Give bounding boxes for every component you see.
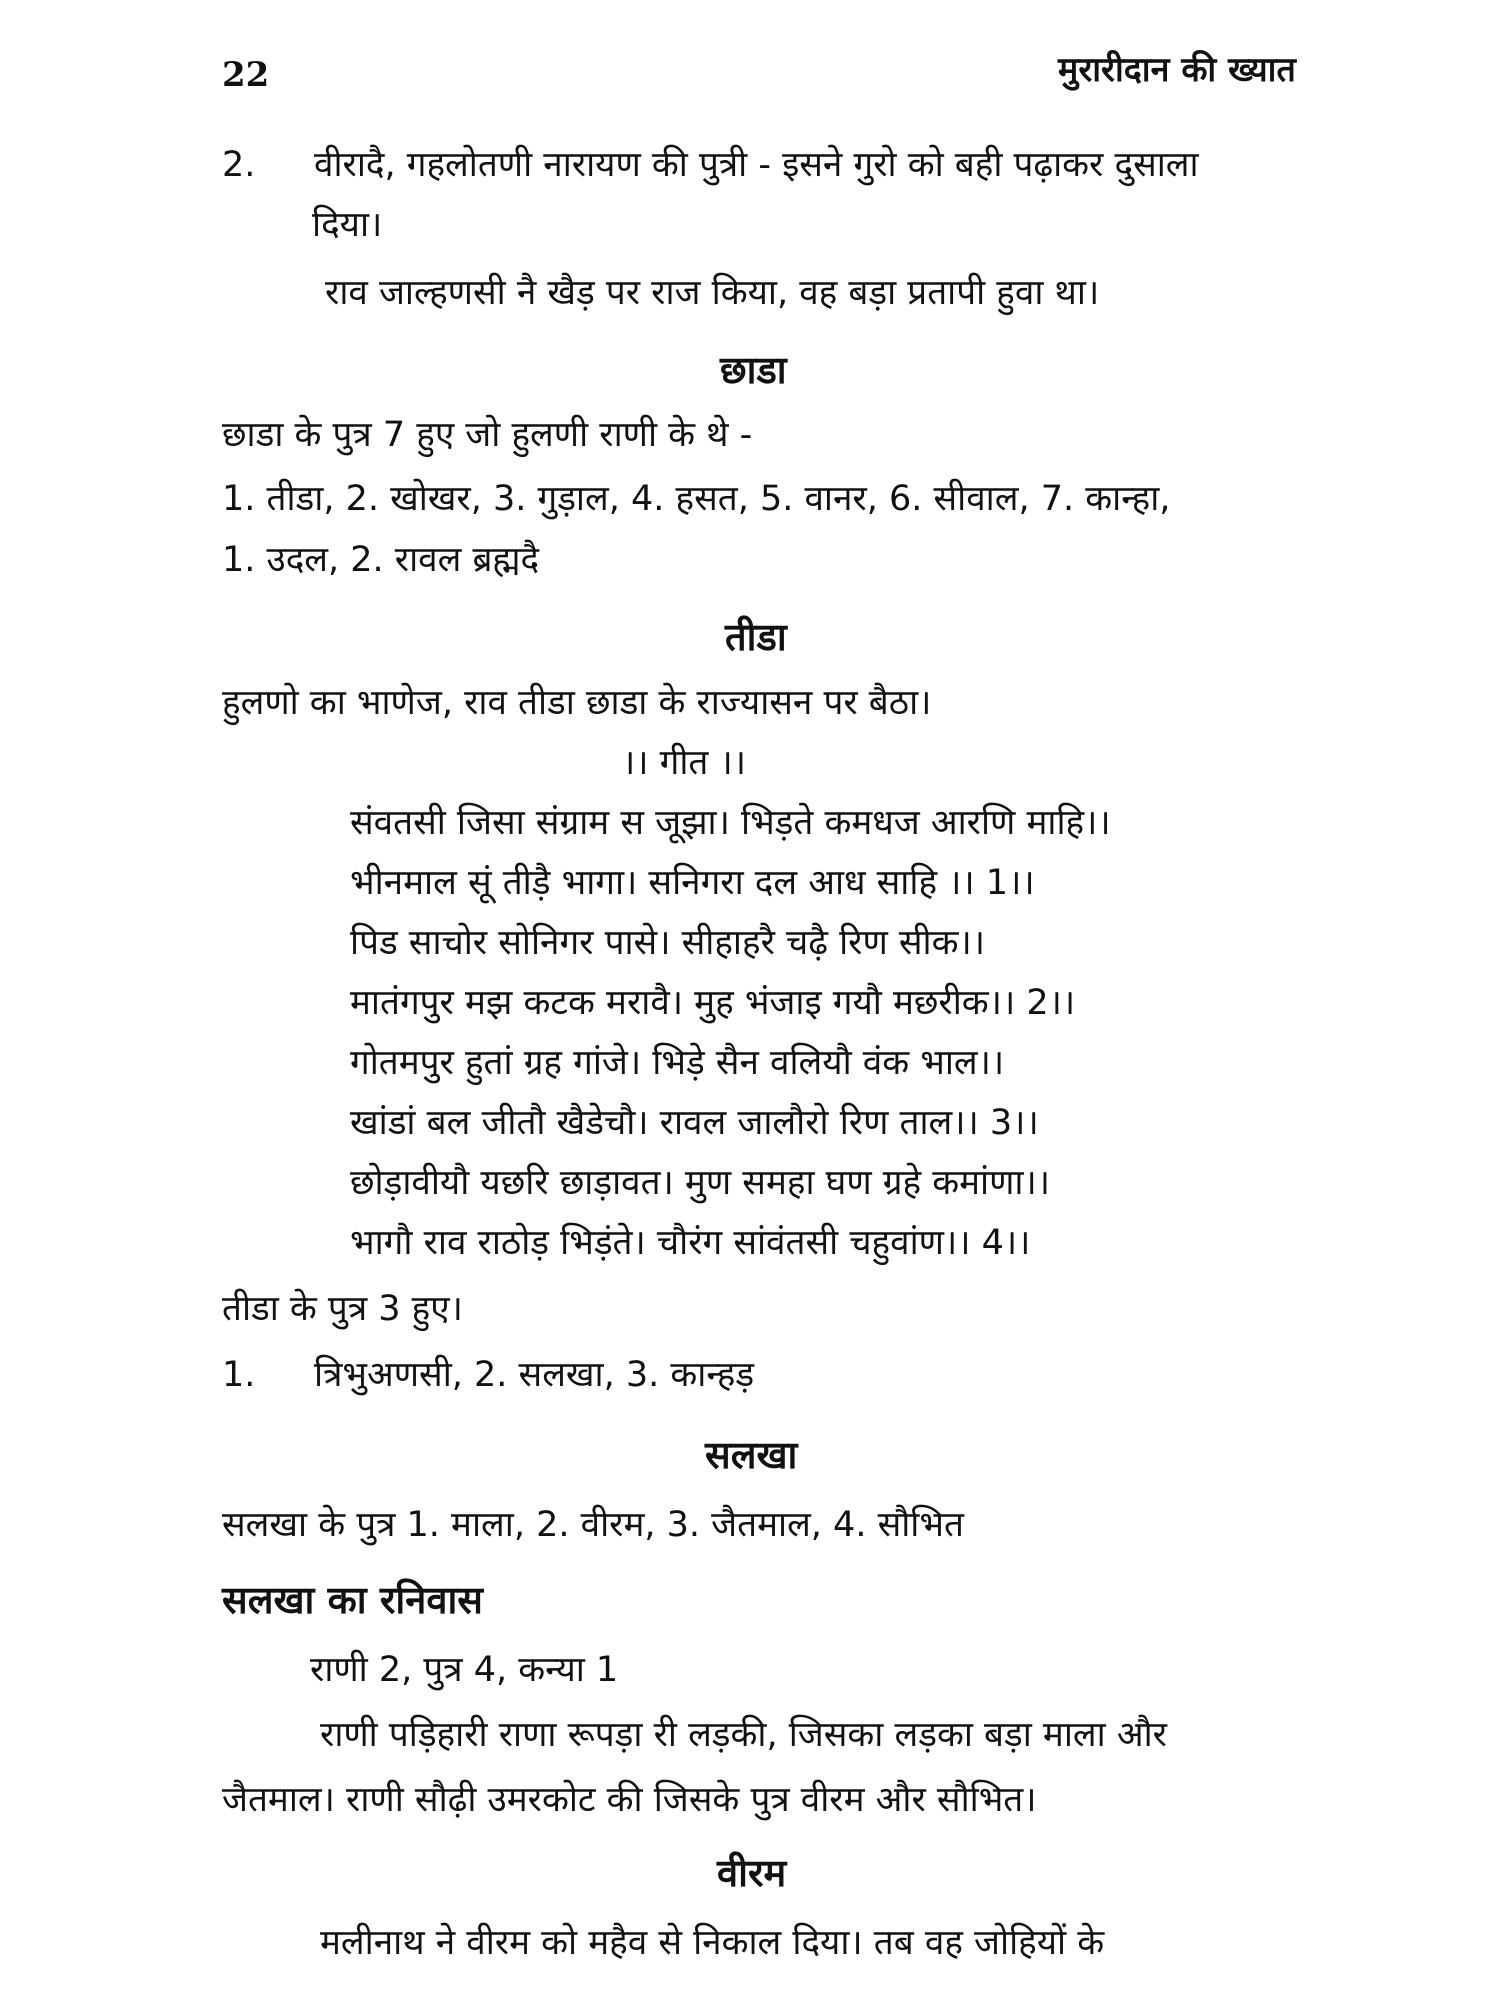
page-number: 22: [222, 55, 270, 95]
verse-line: भीनमाल सूं तीड़ै भागा। सनिगरा दल आध साहि ।। 1।।: [350, 863, 1035, 903]
verse-line: पिड साचोर सोनिगर पासे। सीहाहरै चढ़ै रिण सीक।।: [350, 923, 986, 963]
running-title: मुरारीदान की ख्यात: [1058, 50, 1296, 90]
list-item-text-continued: दिया।: [312, 205, 383, 245]
list-item-sons: [222, 1350, 754, 1400]
list-item-text: त्रिभुअणसी, 2. सलखा, 3. कान्हड़: [314, 1355, 755, 1395]
section-heading-tida: तीडा: [725, 615, 787, 659]
paragraph-line: सलखा के पुत्र 1. माला, 2. वीरम, 3. जैतमाल, 4. सौभित: [222, 1505, 964, 1545]
paragraph-line: तीडा के पुत्र 3 हुए।: [222, 1289, 463, 1329]
verse-line: छोड़ावीयौ यछरि छाड़ावत। मुण समहा घण ग्रहे कमांणा।।: [350, 1163, 1051, 1203]
list-number: 1.: [222, 1355, 256, 1395]
paragraph-line: छाडा के पुत्र 7 हुए जो हुलणी राणी के थे -: [222, 415, 753, 455]
list-number: 2.: [222, 145, 256, 185]
paragraph-line: मलीनाथ ने वीरम को महैव से निकाल दिया। तब वह जोहियों के: [320, 1923, 1105, 1963]
list-item-2: [222, 140, 1199, 190]
verse-line: गोतमपुर हुतां ग्रह गांजे। भिड़े सैन वलियौ वंक भाल।।: [350, 1043, 1005, 1083]
verse-line: भागौ राव राठोड़ भिड़ंते। चौरंग सांवंतसी चहुवांण।। 4।।: [350, 1223, 1031, 1263]
paragraph-line: जैतमाल। राणी सौढ़ी उमरकोट की जिसके पुत्र वीरम और सौभित।: [222, 1780, 1037, 1820]
section-heading-salkha: सलखा: [705, 1433, 798, 1477]
section-heading-chhada: छाडा: [720, 348, 787, 392]
verse-line: खांडां बल जीतौ खैडेचौ। रावल जालौरो रिण ताल।। 3।।: [350, 1103, 1039, 1143]
paragraph-line: हुलणो का भाणेज, राव तीडा छाडा के राज्यासन पर बैठा।: [222, 683, 932, 723]
paragraph-line: राणी पड़िहारी राणा रूपड़ा री लड़की, जिसका लड़का बड़ा माला और: [320, 1715, 1167, 1755]
paragraph-line: 1. तीडा, 2. खोखर, 3. गुड़ाल, 4. हसत, 5. वानर, 6. सीवाल, 7. कान्हा,: [222, 479, 1171, 519]
paragraph-line: राणी 2, पुत्र 4, कन्या 1: [310, 1650, 619, 1690]
subheading-ranivas: सलखा का रनिवास: [222, 1578, 483, 1622]
section-heading-veeram: वीरम: [717, 1851, 787, 1895]
verse-line: संवतसी जिसा संग्राम स जूझा। भिड़ते कमधज आरणि माहि।।: [350, 803, 1111, 843]
verse-line: मातंगपुर मझ कटक मरावै। मुह भंजाइ गयौ मछरीक।। 2।।: [350, 983, 1076, 1023]
paragraph-rao: राव जाल्हणसी नै खैड़ पर राज किया, वह बड़ा प्रतापी हुवा था।: [325, 273, 1100, 313]
paragraph-line: 1. उदल, 2. रावल ब्रह्मदै: [222, 540, 540, 580]
list-item-text: वीरादै, गहलोतणी नारायण की पुत्री - इसने गुरो को बही पढ़ाकर दुसाला: [314, 145, 1199, 185]
geet-title: ।। गीत ।।: [622, 743, 747, 783]
